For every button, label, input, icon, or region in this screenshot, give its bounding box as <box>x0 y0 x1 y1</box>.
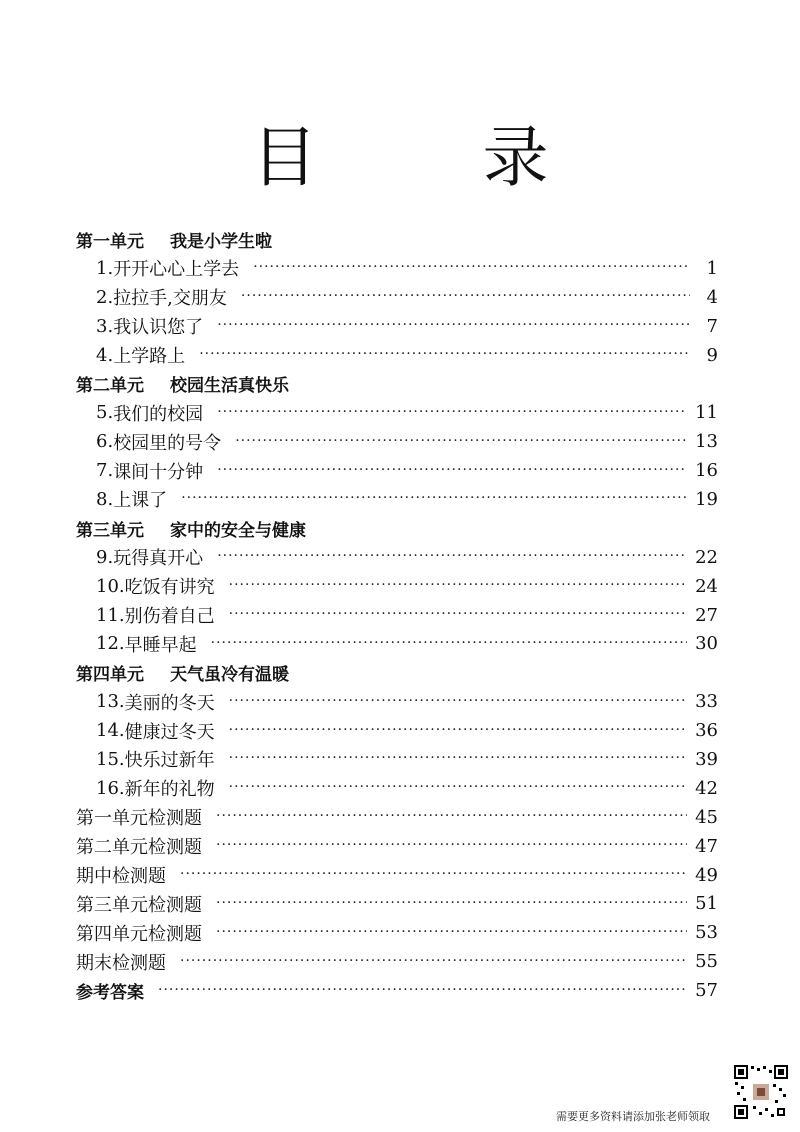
dot-leader <box>235 433 687 449</box>
dot-leader <box>217 317 690 333</box>
page-number: 51 <box>695 893 718 915</box>
lesson-title: 吃饭有讲究 <box>124 577 215 599</box>
toc-entry[interactable] <box>76 312 718 341</box>
page-number: 4 <box>706 286 718 308</box>
toc-entry[interactable] <box>76 543 718 572</box>
page-number: 42 <box>695 777 718 799</box>
page-number: 36 <box>695 720 718 742</box>
dot-leader <box>229 750 687 766</box>
dot-leader <box>211 635 687 651</box>
page-number: 16 <box>695 460 718 482</box>
toc-entry[interactable] <box>76 774 718 803</box>
lesson-number: 11. <box>96 604 125 626</box>
test-title: 第一单元检测题 <box>76 808 202 830</box>
unit-name: 校园生活真快乐 <box>170 376 289 397</box>
page-number: 11 <box>695 402 718 424</box>
lesson-title: 我认识您了 <box>113 317 204 339</box>
lesson-number: 1. <box>96 257 114 279</box>
lesson-number: 15. <box>96 748 125 770</box>
unit-name: 天气虽冷有温暖 <box>170 665 289 686</box>
page-number: 13 <box>695 431 718 453</box>
lesson-title: 美丽的冬天 <box>124 692 215 714</box>
toc-entry[interactable] <box>76 398 718 427</box>
toc-entry[interactable] <box>76 456 718 485</box>
lesson-title: 新年的礼物 <box>124 779 215 801</box>
toc-entry[interactable] <box>76 341 718 370</box>
toc-entry[interactable] <box>76 716 718 745</box>
unit-name: 家中的安全与健康 <box>170 520 306 541</box>
test-title: 第四单元检测题 <box>76 923 202 945</box>
dot-leader <box>241 288 690 304</box>
toc-test-entry[interactable] <box>76 803 718 832</box>
unit-label: 第二单元 <box>76 376 144 397</box>
toc-entry[interactable] <box>76 427 718 456</box>
lesson-title: 早睡早起 <box>124 634 197 656</box>
dot-leader <box>217 462 687 478</box>
toc-answers-entry[interactable] <box>76 976 718 1005</box>
page-number: 57 <box>695 980 718 1002</box>
lesson-title: 开开心心上学去 <box>113 259 240 281</box>
lesson-number: 5. <box>96 402 114 424</box>
toc-test-entry[interactable] <box>76 832 718 861</box>
lesson-number: 14. <box>96 720 125 742</box>
page-number: 9 <box>706 344 718 366</box>
test-title: 第三单元检测题 <box>76 894 202 916</box>
page-number: 1 <box>706 257 718 279</box>
lesson-number: 10. <box>96 575 125 597</box>
toc-entry[interactable] <box>76 283 718 312</box>
lesson-number: 8. <box>96 488 114 510</box>
footer-note: 需要更多资料请添加张老师领取 <box>556 1110 710 1123</box>
lesson-title: 上学路上 <box>113 346 186 367</box>
page-number: 53 <box>695 922 718 944</box>
lesson-title: 拉拉手,交朋友 <box>113 288 227 310</box>
lesson-number: 16. <box>96 777 125 799</box>
dot-leader <box>229 779 687 795</box>
lesson-number: 6. <box>96 431 114 453</box>
lesson-number: 2. <box>96 286 114 308</box>
dot-leader <box>229 693 687 709</box>
dot-leader <box>217 548 687 564</box>
lesson-title: 校园里的号令 <box>113 432 222 454</box>
dot-leader <box>216 808 687 824</box>
dot-leader <box>229 722 687 738</box>
lesson-number: 13. <box>96 691 125 713</box>
dot-leader <box>181 490 687 506</box>
unit-label: 第四单元 <box>76 665 144 686</box>
page-number: 7 <box>706 315 718 337</box>
unit-heading-2[interactable] <box>76 369 718 398</box>
toc-entry[interactable] <box>76 687 718 716</box>
test-title: 期中检测题 <box>76 866 166 888</box>
dot-leader <box>216 837 687 853</box>
lesson-title: 别伤着自己 <box>124 606 215 628</box>
page-number: 49 <box>695 864 718 886</box>
qr-code-icon[interactable] <box>733 1064 789 1120</box>
dot-leader <box>216 924 687 940</box>
lesson-number: 3. <box>96 315 114 337</box>
table-of-contents <box>76 225 718 1005</box>
lesson-title: 上课了 <box>113 490 168 512</box>
unit-heading-1[interactable] <box>76 225 718 254</box>
dot-leader <box>180 866 687 882</box>
unit-name: 我是小学生啦 <box>170 231 272 252</box>
page-number: 30 <box>695 633 718 655</box>
page-number: 22 <box>695 546 718 568</box>
test-title: 期末检测题 <box>76 952 166 974</box>
lesson-title: 快乐过新年 <box>124 750 215 772</box>
page-number: 47 <box>695 835 718 857</box>
test-title: 第二单元检测题 <box>76 837 202 859</box>
unit-label: 第三单元 <box>76 520 144 541</box>
page-title: 目 录 <box>251 119 621 196</box>
page-number: 45 <box>695 806 718 828</box>
toc-test-entry[interactable] <box>76 947 718 976</box>
dot-leader <box>158 982 687 998</box>
dot-leader <box>217 404 687 420</box>
lesson-number: 4. <box>96 344 114 366</box>
toc-entry[interactable] <box>76 745 718 774</box>
dot-leader <box>180 953 687 969</box>
dot-leader <box>216 895 687 911</box>
toc-entry[interactable] <box>76 572 718 601</box>
lesson-number: 7. <box>96 460 114 482</box>
toc-entry[interactable] <box>76 601 718 630</box>
unit-label: 第一单元 <box>76 231 144 252</box>
dot-leader <box>229 606 687 622</box>
page-number: 24 <box>695 575 718 597</box>
lesson-title: 课间十分钟 <box>113 461 204 483</box>
page-number: 39 <box>695 748 718 770</box>
toc-entry[interactable] <box>76 629 718 658</box>
toc-test-entry[interactable] <box>76 889 718 918</box>
page-number: 33 <box>695 691 718 713</box>
page-number: 27 <box>695 604 718 626</box>
lesson-title: 我们的校园 <box>113 403 204 425</box>
unit-heading-4[interactable] <box>76 658 718 687</box>
page-number: 55 <box>695 951 718 973</box>
dot-leader <box>253 259 690 275</box>
toc-entry[interactable] <box>76 254 718 283</box>
lesson-number: 9. <box>96 546 114 568</box>
unit-heading-3[interactable] <box>76 514 718 543</box>
toc-test-entry[interactable] <box>76 918 718 947</box>
toc-test-entry[interactable] <box>76 861 718 890</box>
lesson-number: 12. <box>96 633 125 655</box>
lesson-title: 玩得真开心 <box>113 548 204 570</box>
dot-leader <box>229 577 687 593</box>
page-number: 19 <box>695 488 718 510</box>
answers-title: 参考答案 <box>76 983 144 1004</box>
lesson-title: 健康过冬天 <box>124 721 215 743</box>
toc-entry[interactable] <box>76 485 718 514</box>
dot-leader <box>199 346 690 362</box>
